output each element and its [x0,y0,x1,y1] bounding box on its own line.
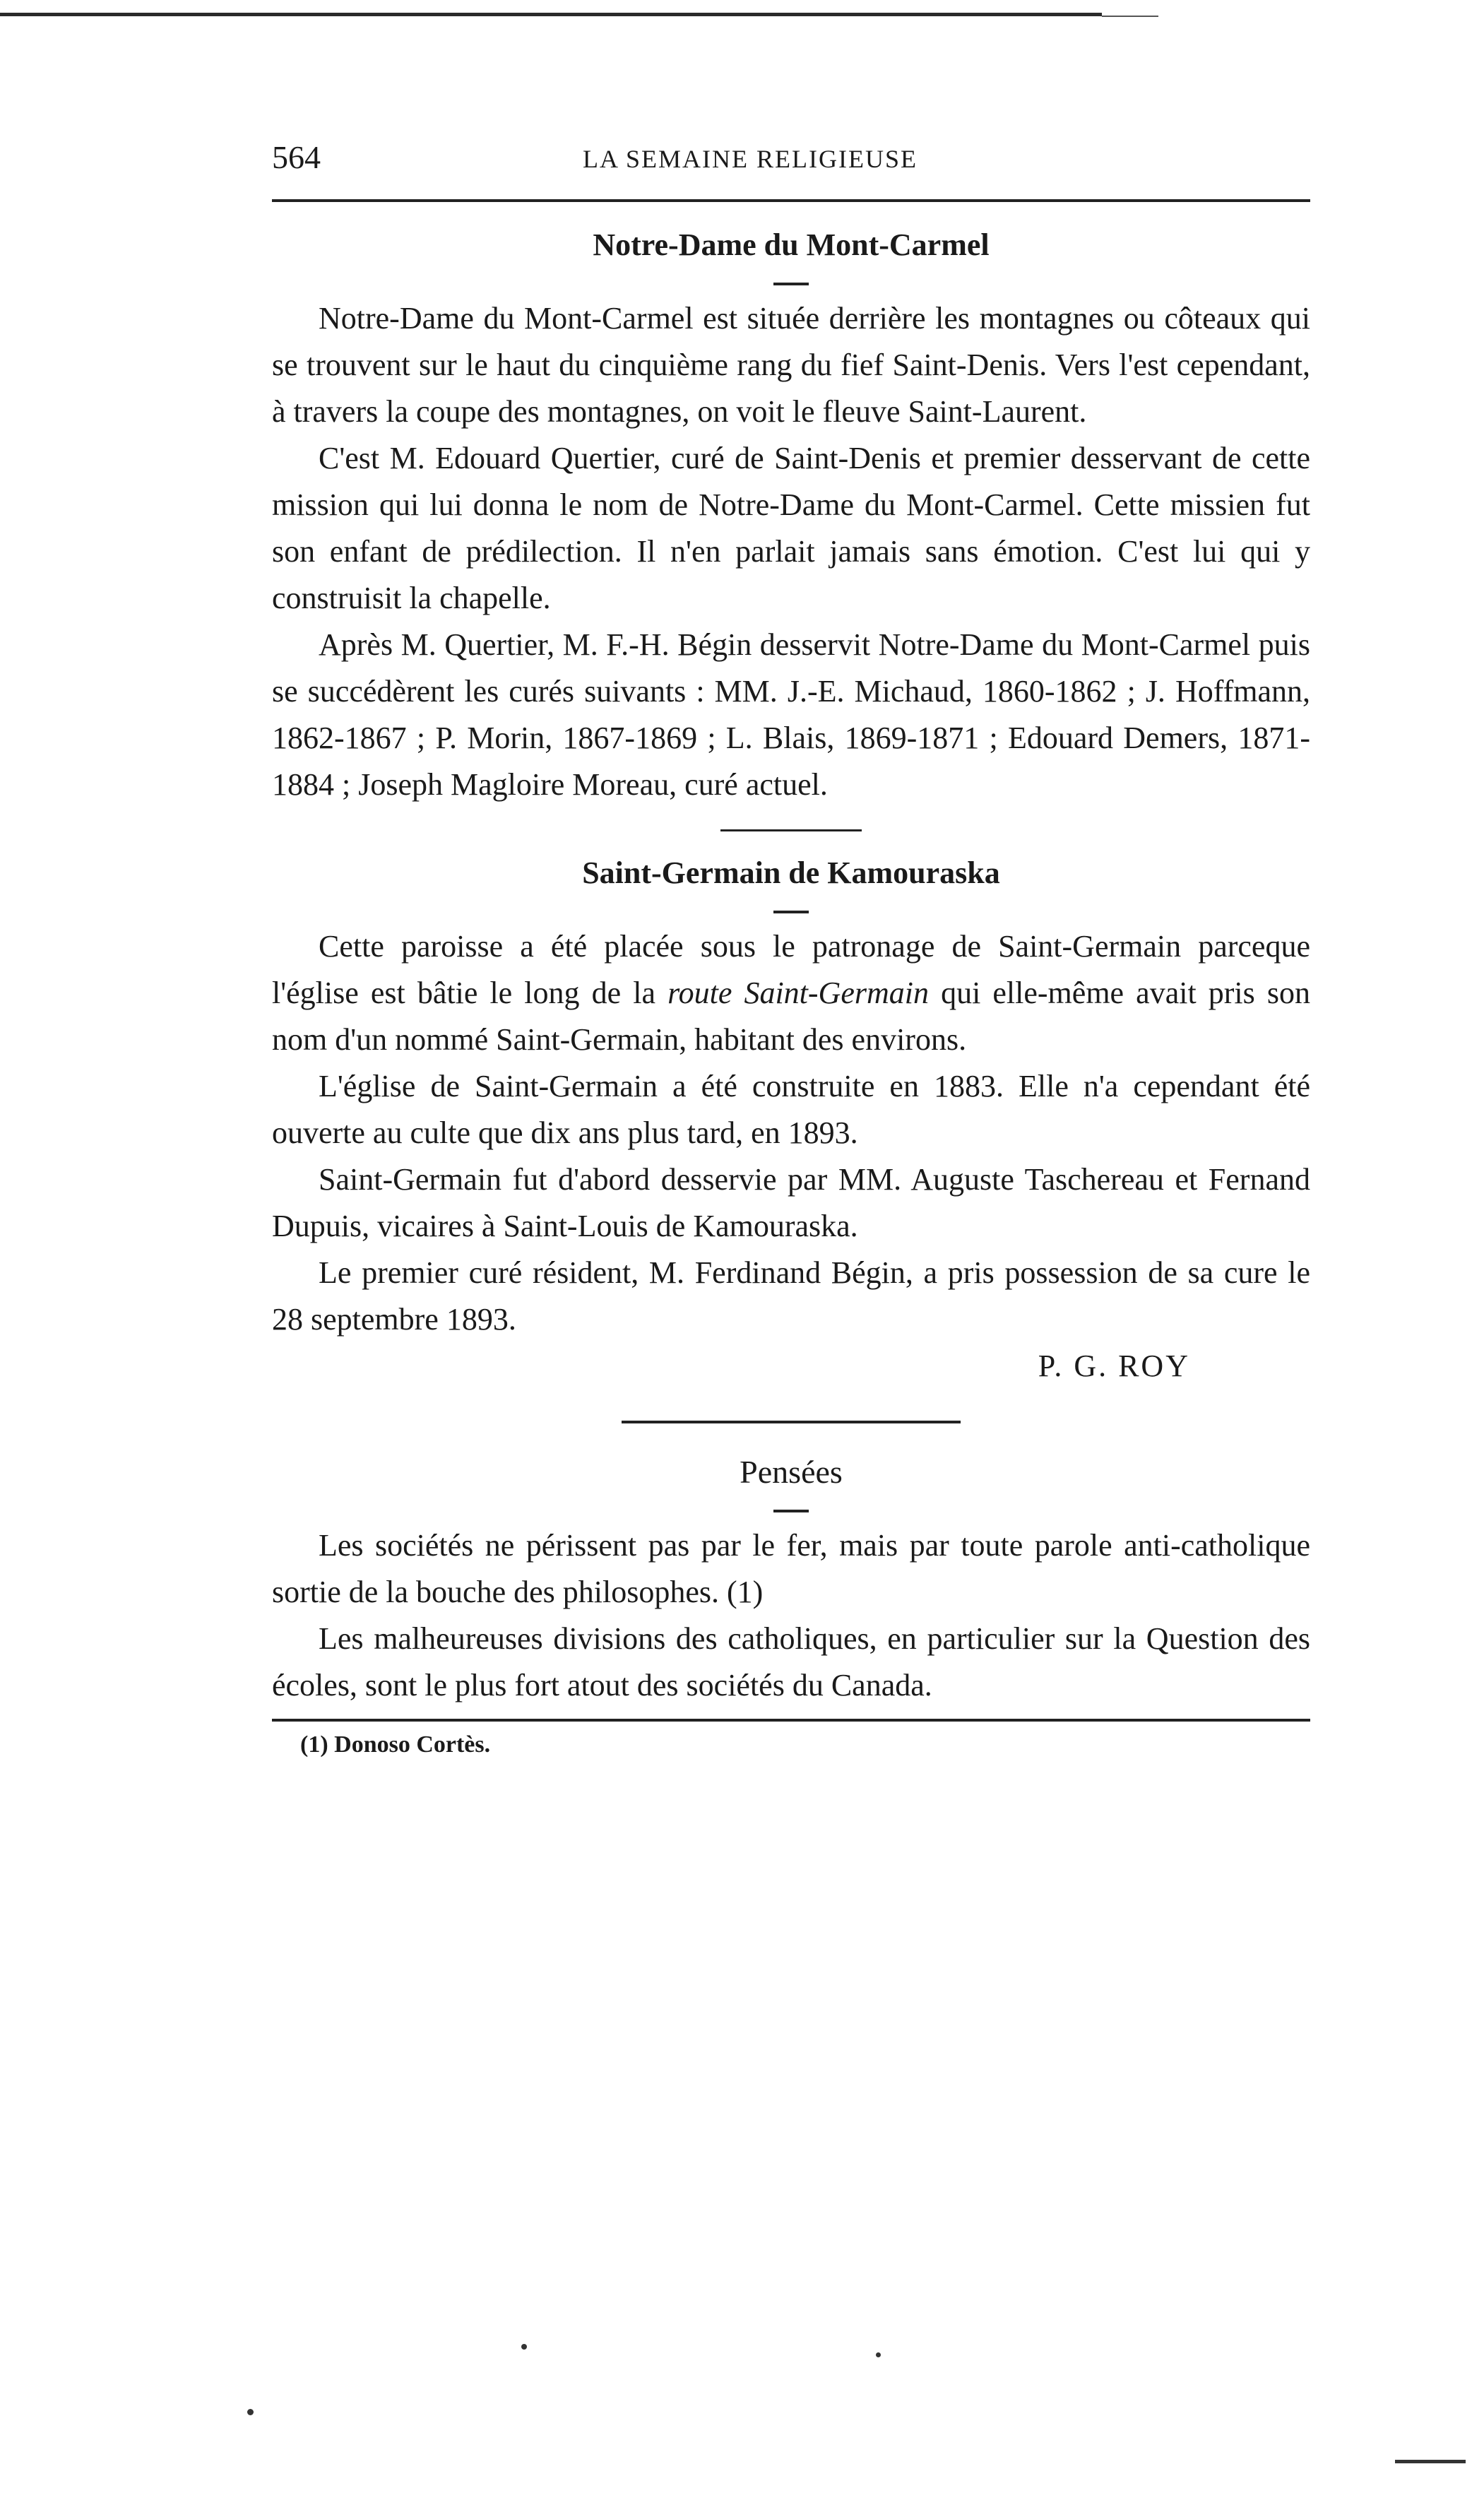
scan-speck [1395,2460,1466,2463]
section-title-mont-carmel: Notre-Dame du Mont-Carmel [593,227,990,262]
section-title-pensees: Pensées [740,1454,843,1490]
page-number: 564 [272,139,321,175]
paragraph: C'est M. Edouard Quertier, curé de Saint-Denis et premier desservant de cette mission qui lui donna le nom de Notre-Dame du Mont-Carmel. Cette missien fut son enfant de prédilection. Il n'en parlait jamais sans émotion. C'est lui qui y construisit la chapelle. [272,441,1310,615]
header-rule [272,199,1310,202]
page-header [272,138,1310,181]
article-end-rule [622,1421,961,1423]
author-signature: P. G. ROY [1038,1349,1190,1383]
paragraph-text: Cette paroisse a été placée sous le patronage de Saint-Germain parceque l'église est bâtie le long de la [272,929,1310,1010]
footnote-rule [272,1719,1310,1722]
paragraph: L'église de Saint-Germain a été construite en 1883. Elle n'a cependant été ouverte au culte que dix ans plus tard, en 1893. [272,1069,1310,1150]
section-title-saint-germain: Saint-Germain de Kamouraska [582,855,1000,890]
title-dash [773,1510,809,1512]
scan-speck [521,2344,527,2350]
italic-road-name: route Saint-Germain [667,976,929,1010]
scan-top-edge [0,13,1102,16]
paragraph: Après M. Quertier, M. F.-H. Bégin desservit Notre-Dame du Mont-Carmel puis se succédèrent les curés suivants : MM. J.-E. Michaud, 1860-1862 ; J. Hoffmann, 1862-1867 ; P. Morin, 1867-1869 ; L. Blais, 1869-1871 ; Edouard Demers, 1871-1884 ; Joseph Magloire Moreau, curé actuel. [272,627,1310,802]
footnote: (1) Donoso Cortès. [300,1731,491,1758]
paragraph: Le premier curé résident, M. Ferdinand Bégin, a pris possession de sa cure le 28 septembre 1893. [272,1255,1310,1337]
scan-speck [247,2409,254,2415]
scan-top-edge-tail [1102,16,1158,17]
title-dash [773,911,809,913]
paragraph-text: qui elle-même avait pris son nom d'un nommé Saint-Germain, habitant des environs. [272,976,1310,1057]
paragraph: Les sociétés ne périssent pas par le fer, mais par toute parole anti-catholique sortie de la bouche des philosophes. (1) [272,1528,1310,1609]
article-body [272,212,1310,1761]
paragraph: Notre-Dame du Mont-Carmel est située derrière les montagnes ou côteaux qui se trouvent sur le haut du cinquième rang du fief Saint-Denis. Vers l'est cependant, à travers la coupe des montagnes, on voit le fleuve Saint-Laurent. [272,301,1310,429]
running-title: LA SEMAINE RELIGIEUSE [583,145,918,173]
scan-speck [876,2352,881,2357]
title-dash [773,283,809,285]
paragraph: Les malheureuses divisions des catholiques, en particulier sur la Question des écoles, sont le plus fort atout des sociétés du Canada. [272,1621,1310,1702]
paragraph: Saint-Germain fut d'abord desservie par MM. Auguste Taschereau et Fernand Dupuis, vicaires à Saint-Louis de Kamouraska. [272,1162,1310,1243]
section-separator [720,829,862,831]
paragraph [272,923,1310,1063]
